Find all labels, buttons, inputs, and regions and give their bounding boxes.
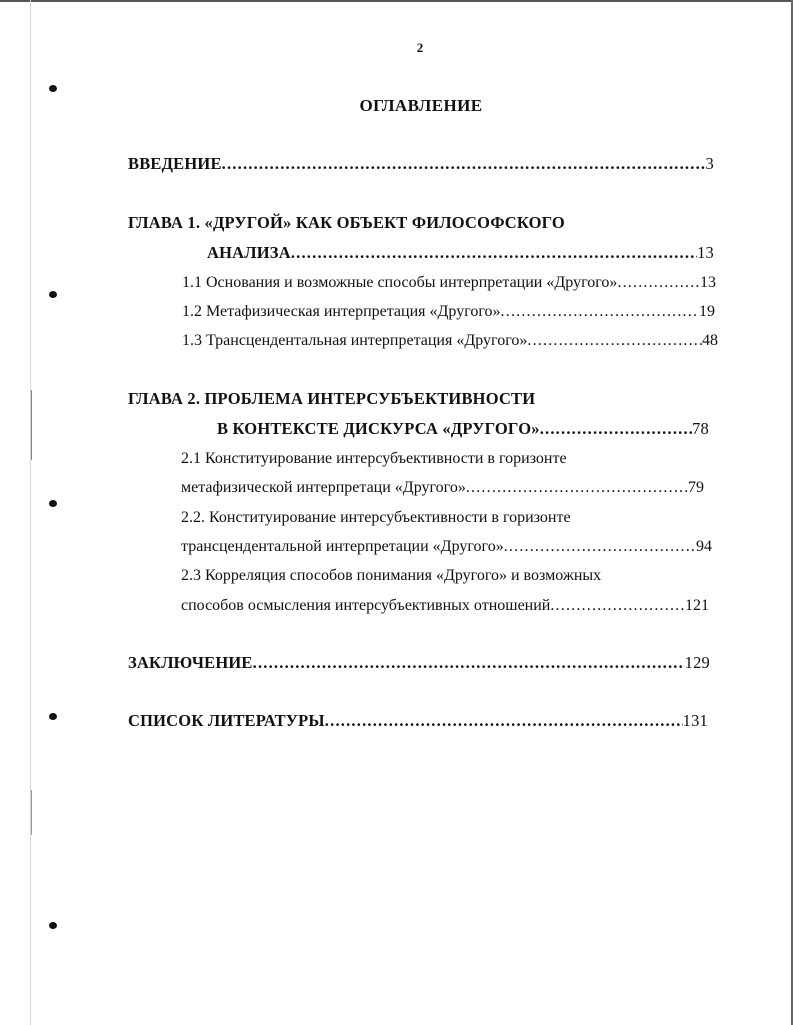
- toc-entry-section-2-2[interactable]: [181, 537, 712, 557]
- dot-leader: [325, 711, 683, 731]
- toc-entry-chapter2[interactable]: [217, 419, 709, 439]
- toc-entry-conclusion[interactable]: [128, 653, 710, 673]
- toc-entry-section-2-1-line1[interactable]: 2.1 Конституирование интерсубъективности в горизонте: [181, 450, 567, 467]
- toc-entry-section-2-3-line1[interactable]: 2.3 Корреляция способов понимания «Другого» и возможных: [181, 567, 602, 584]
- toc-entry-label: В КОНТЕКСТЕ ДИСКУРСА «ДРУГОГО»: [217, 419, 540, 438]
- toc-entry-label: СПИСОК ЛИТЕРАТУРЫ: [128, 711, 325, 730]
- dot-leader: [527, 331, 702, 351]
- toc-entry-label: АНАЛИЗА: [207, 243, 291, 262]
- scan-left-mark: [31, 390, 32, 460]
- toc-entry-intro[interactable]: [128, 154, 714, 174]
- punch-hole-mark: [49, 922, 57, 929]
- toc-entry-page: 79: [688, 479, 704, 496]
- toc-entry-label: ЗАКЛЮЧЕНИЕ: [128, 653, 253, 672]
- toc-entry-section-2-2-line1[interactable]: 2.2. Конституирование интерсубъективности в горизонте: [181, 509, 571, 526]
- dot-leader: [291, 243, 697, 263]
- scan-left-mark: [31, 790, 32, 835]
- dot-leader: [253, 653, 685, 673]
- page-number: 2: [416, 40, 424, 55]
- dot-leader: [504, 537, 696, 557]
- dot-leader: [540, 419, 692, 439]
- toc-entry-page: 13: [697, 243, 714, 262]
- chapter2-heading[interactable]: ГЛАВА 2. ПРОБЛЕМА ИНТЕРСУБЪЕКТИВНОСТИ: [128, 389, 536, 408]
- dot-leader: [501, 302, 699, 322]
- chapter1-heading[interactable]: ГЛАВА 1. «ДРУГОЙ» КАК ОБЪЕКТ ФИЛОСОФСКОГО: [128, 213, 565, 232]
- punch-hole-mark: [49, 713, 57, 720]
- toc-entry-label: трансцендентальной интерпретации «Другого»: [181, 538, 504, 555]
- toc-entry-label: 1.3 Трансцендентальная интерпретация «Другого»: [182, 332, 528, 349]
- toc-entry-page: 129: [684, 653, 710, 672]
- dot-leader: [466, 478, 688, 498]
- punch-hole-mark: [49, 500, 57, 507]
- dot-leader: [550, 596, 685, 616]
- punch-hole-mark: [49, 291, 57, 298]
- scan-top-edge: [0, 0, 793, 2]
- toc-entry-label: 1.2 Метафизическая интерпретация «Другого»: [182, 303, 501, 320]
- toc-entry-section-2-3[interactable]: [181, 596, 709, 616]
- dot-leader: [222, 154, 706, 174]
- toc-entry-page: 13: [700, 274, 716, 291]
- toc-entry-references[interactable]: [128, 711, 708, 731]
- toc-entry-page: 78: [692, 419, 709, 438]
- dot-leader: [617, 273, 700, 293]
- toc-title: ОГЛАВЛЕНИЕ: [359, 96, 483, 115]
- toc-entry-page: 121: [685, 597, 709, 614]
- toc-entry-page: 19: [699, 303, 715, 320]
- toc-entry-page: 3: [705, 154, 714, 173]
- toc-entry-section-2-1[interactable]: [181, 478, 704, 498]
- toc-entry-page: 131: [682, 711, 708, 730]
- toc-entry-section-1-2[interactable]: [182, 302, 715, 322]
- punch-hole-mark: [49, 85, 57, 92]
- toc-entry-label: ВВЕДЕНИЕ: [128, 154, 222, 173]
- toc-entry-label: способов осмысления интерсубъективных отношений: [181, 597, 551, 614]
- toc-entry-section-1-3[interactable]: [182, 331, 718, 351]
- toc-entry-page: 94: [696, 538, 712, 555]
- scan-left-edge: [30, 0, 31, 1025]
- toc-entry-section-1-1[interactable]: [182, 273, 716, 293]
- toc-entry-label: 1.1 Основания и возможные способы интерпретации «Другого»: [182, 274, 618, 291]
- toc-entry-page: 48: [702, 332, 718, 349]
- toc-entry-chapter1[interactable]: [207, 243, 714, 263]
- toc-entry-label: метафизической интерпретаци «Другого»: [181, 479, 466, 496]
